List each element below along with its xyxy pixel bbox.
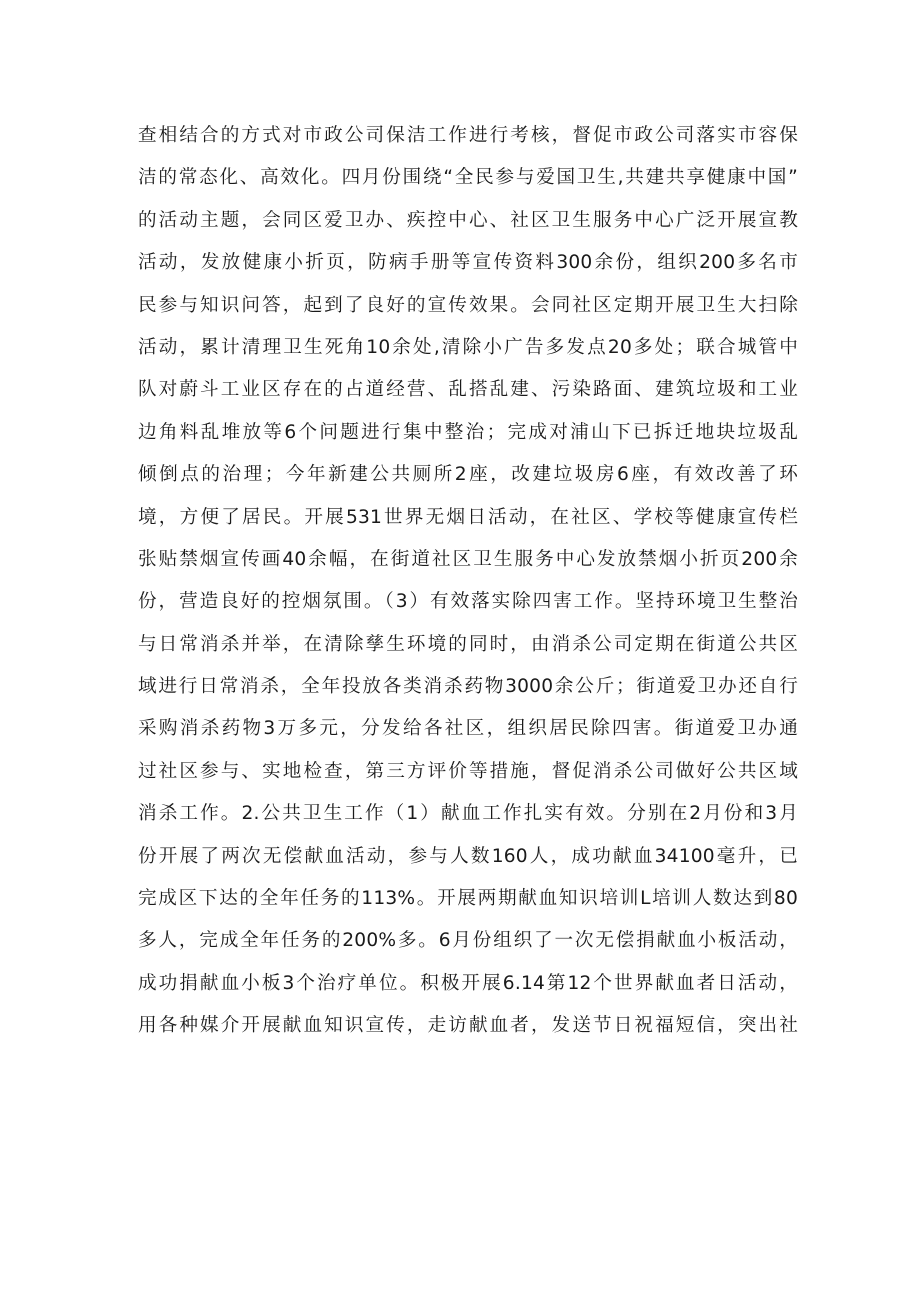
text-line: 成功捐献血小板3个治疗单位。积极开展6.14第12个世界献血者日活动， [138,972,798,994]
text-line: 查相结合的方式对市政公司保洁工作进行考核，督促市政公司落实市容保 [138,125,798,146]
text-line: 民参与知识问答，起到了良好的宣传效果。会同社区定期开展卫生大扫除 [138,294,798,316]
body-paragraph [138,115,798,1048]
text-line: 境，方便了居民。开展531世界无烟日活动，在社区、学校等健康宣传栏 [138,506,798,528]
text-line: 倾倒点的治理；今年新建公共厕所2座，改建垃圾房6座，有效改善了环 [138,464,798,486]
text-line: 多人，完成全年任务的200%多。6月份组织了一次无偿捐献血小板活动， [138,930,798,952]
text-line: 洁的常态化、高效化。四月份围绕“全民参与爱国卫生,共建共享健康中国” [138,167,798,189]
text-line: 张贴禁烟宣传画40余幅，在街道社区卫生服务中心发放禁烟小折页200余 [138,548,798,570]
text-line: 份开展了两次无偿献血活动，参与人数160人，成功献血34100毫升，已 [138,845,798,867]
text-line: 与日常消杀并举，在清除孳生环境的同时，由消杀公司定期在街道公共区 [138,633,798,655]
text-line: 消杀工作。2.公共卫生工作（1）献血工作扎实有效。分别在2月份和3月 [138,803,798,825]
text-line: 的活动主题，会同区爱卫办、疾控中心、社区卫生服务中心广泛开展宣教 [138,209,798,231]
text-line: 活动，发放健康小折页，防病手册等宣传资料300余份，组织200多名市 [138,252,798,274]
text-line: 活动，累计清理卫生死角10余处,清除小广告多发点20多处；联合城管中 [138,336,798,358]
text-line: 队对蔚斗工业区存在的占道经营、乱搭乱建、污染路面、建筑垃圾和工业 [138,379,798,401]
text-line: 完成区下达的全年任务的113%。开展两期献血知识培训L培训人数达到80 [138,888,798,910]
text-line: 过社区参与、实地检查，第三方评价等措施，督促消杀公司做好公共区域 [138,760,798,782]
text-line: 份，营造良好的控烟氛围。（3）有效落实除四害工作。坚持环境卫生整治 [138,591,798,613]
text-line: 采购消杀药物3万多元，分发给各社区，组织居民除四害。街道爱卫办通 [138,718,798,740]
text-line: 用各种媒介开展献血知识宣传，走访献血者，发送节日祝福短信，突出社 [138,1015,798,1037]
text-line: 域进行日常消杀，全年投放各类消杀药物3000余公斤；街道爱卫办还自行 [138,676,798,698]
text-line: 边角料乱堆放等6个问题进行集中整治；完成对浦山下已拆迁地块垃圾乱 [138,421,798,443]
